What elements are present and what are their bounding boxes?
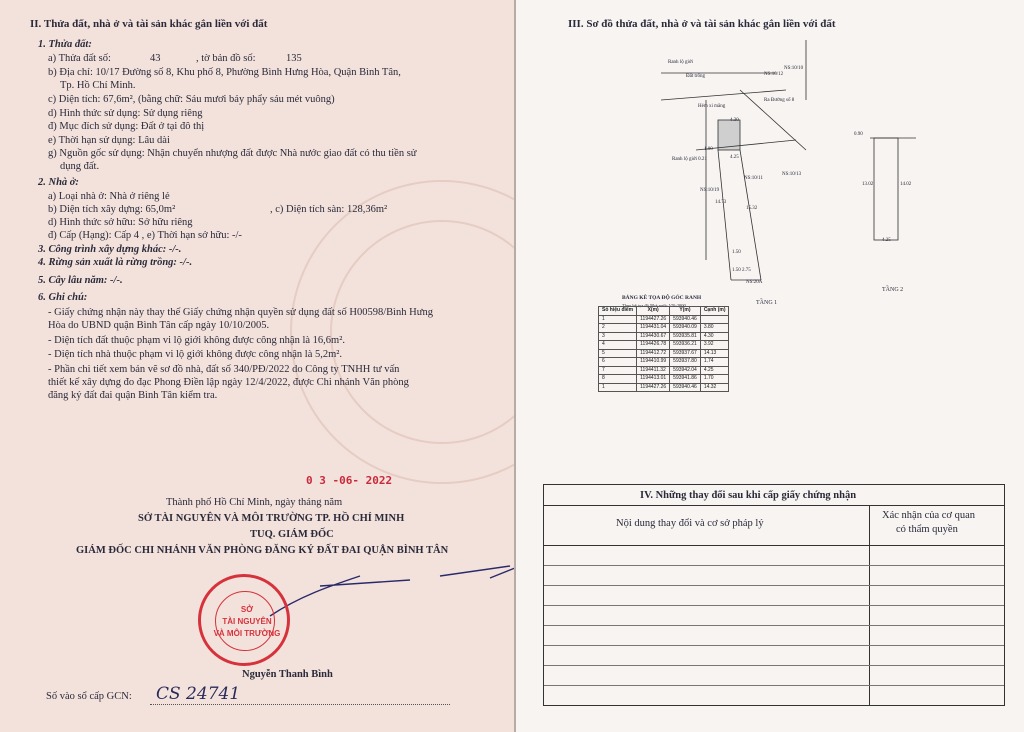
cell: 5 bbox=[599, 349, 637, 358]
house-type: a) Loại nhà ở: Nhà ở riêng lẻ bbox=[48, 191, 170, 202]
diagram-label: 4.25 bbox=[882, 238, 891, 243]
diagram-label: NS:10/10 bbox=[784, 66, 804, 71]
section-2-title: II. Thửa đất, nhà ở và tài sản khác gắn liền với đất bbox=[30, 18, 268, 30]
seal-text-top: SỞ bbox=[240, 605, 254, 614]
item-4: 4. Rừng sản xuất là rừng trồng: -/-. bbox=[38, 257, 193, 268]
cell: 8 bbox=[599, 375, 637, 384]
col-x: X(m) bbox=[637, 307, 670, 316]
seal-text-mid: TÀI NGUYÊN bbox=[222, 617, 272, 626]
cell: 1.70 bbox=[700, 375, 729, 384]
note-line: Hòa do UBND quận Bình Tân cấp ngày 10/10/2005. bbox=[48, 320, 270, 331]
diagram-label: Ra Đường số 8 bbox=[764, 98, 795, 103]
diagram-label: 1.00 bbox=[704, 147, 713, 152]
diagram-label: NS:10/12 bbox=[764, 72, 784, 77]
house-build-area: b) Diện tích xây dựng: 65,0m² bbox=[48, 204, 176, 215]
cell: 1194430.67 bbox=[637, 332, 670, 341]
table-row bbox=[599, 332, 729, 341]
note-line: - Giấy chứng nhận này thay thế Giấy chứng nhận quyền sử dụng đất số H00598/Bình Hưng bbox=[48, 307, 433, 318]
diagram-label: 0.90 bbox=[854, 132, 863, 137]
land-parcel-number: 43 bbox=[150, 53, 161, 64]
cell: 4.30 bbox=[700, 332, 729, 341]
note-line: đăng ký đất đai quận Bình Tân kiểm tra. bbox=[48, 390, 218, 401]
diagram-label: 1.50 bbox=[732, 250, 741, 255]
cell: 14.32 bbox=[700, 383, 729, 392]
cell: 1 bbox=[599, 315, 637, 324]
land-use-purpose: đ) Mục đích sử dụng: Đất ở tại đô thị bbox=[48, 121, 205, 132]
cell: 593936.21 bbox=[670, 341, 701, 350]
changes-col-confirm-b: có thẩm quyền bbox=[896, 524, 958, 535]
issue-date-stamp: 0 3 -06- 2022 bbox=[306, 474, 393, 487]
col-y: Y(m) bbox=[670, 307, 701, 316]
cell: 1.74 bbox=[700, 358, 729, 367]
table-row bbox=[599, 349, 729, 358]
diagram-label: 14.73 bbox=[715, 200, 727, 205]
cell: 593940.09 bbox=[670, 324, 701, 333]
cell bbox=[700, 315, 729, 324]
signer-name: Nguyễn Thanh Bình bbox=[242, 669, 333, 680]
cell: 6 bbox=[599, 358, 637, 367]
cell: 1194426.78 bbox=[637, 341, 670, 350]
diagram-label: Ranh lộ giới 0.21 bbox=[672, 157, 707, 162]
cell: 3.80 bbox=[700, 324, 729, 333]
changes-table bbox=[543, 484, 1005, 706]
office-name: SỞ TÀI NGUYÊN VÀ MÔI TRƯỜNG TP. HỒ CHÍ MINH bbox=[138, 513, 405, 524]
cell: 4 bbox=[599, 341, 637, 350]
table-row bbox=[599, 324, 729, 333]
changes-col-content: Nội dung thay đổi và cơ sở pháp lý bbox=[616, 518, 764, 529]
coord-table-title: BẢNG KÊ TỌA ĐỘ GÓC RANH bbox=[622, 295, 702, 301]
note-line: - Diện tích đất thuộc phạm vi lộ giới không được công nhận là 16,6m². bbox=[48, 335, 345, 346]
cell: 1194427.26 bbox=[637, 315, 670, 324]
tang-2-label: TẦNG 2 bbox=[882, 287, 904, 293]
office-deputy: TUQ. GIÁM ĐỐC bbox=[250, 529, 334, 540]
diagram-label: Ranh lộ giới bbox=[668, 60, 693, 65]
cell: 7 bbox=[599, 366, 637, 375]
land-address-line2: Tp. Hồ Chí Minh. bbox=[60, 80, 136, 91]
land-origin-line2: dụng đất. bbox=[60, 161, 100, 172]
table-row bbox=[599, 341, 729, 350]
cell: 593942.04 bbox=[670, 366, 701, 375]
diagram-label: 4.30 bbox=[730, 118, 739, 123]
section-3-title: III. Sơ đồ thửa đất, nhà ở và tài sản khác gắn liền với đất bbox=[568, 18, 836, 30]
diagram-label: NS:10/19 bbox=[700, 188, 720, 193]
coord-table-subtitle: Theo hệ tọa độ Nhà nước VN-2000 bbox=[622, 303, 686, 308]
diagram-label: 4.25 bbox=[730, 155, 739, 160]
land-map-label: , tờ bản đồ số: bbox=[196, 53, 256, 64]
cell: 3 bbox=[599, 332, 637, 341]
col-point: Số hiệu điểm bbox=[599, 307, 637, 316]
gcn-number: CS 24741 bbox=[156, 684, 241, 704]
table-row bbox=[599, 375, 729, 384]
official-red-seal bbox=[198, 574, 290, 666]
cell: 14.13 bbox=[700, 349, 729, 358]
notes-heading: 6. Ghi chú: bbox=[38, 292, 88, 303]
cell: 2 bbox=[599, 324, 637, 333]
house-heading: 2. Nhà ở: bbox=[38, 177, 79, 188]
table-row bbox=[599, 315, 729, 324]
changes-col-confirm-a: Xác nhận của cơ quan bbox=[882, 510, 976, 521]
land-origin-line1: g) Nguồn gốc sử dụng: Nhận chuyển nhượng đất được Nhà nước giao đất có thu tiền sử bbox=[48, 148, 417, 159]
note-line: - Phần chi tiết xem bản vẽ sơ đồ nhà, đất số 340/PĐ/2022 do Công ty TNHH tư vấn bbox=[48, 364, 400, 375]
gcn-underline bbox=[150, 704, 450, 705]
cell: 1194412.72 bbox=[637, 349, 670, 358]
cell: 1 bbox=[599, 383, 637, 392]
land-map-number: 135 bbox=[286, 53, 302, 64]
house-ownership: d) Hình thức sở hữu: Sở hữu riêng bbox=[48, 217, 193, 228]
land-heading: 1. Thửa đất: bbox=[38, 39, 92, 50]
diagram-label: Hẻm xi măng bbox=[698, 104, 726, 109]
diagram-label: NS:10/13 bbox=[782, 172, 802, 177]
table-header-row bbox=[599, 307, 729, 316]
cell: 593935.81 bbox=[670, 332, 701, 341]
diagram-label: 1.50 2.75 bbox=[732, 268, 751, 273]
diagram-label: NS:10/11 bbox=[744, 176, 763, 181]
seal-text-bottom: VÀ MÔI TRƯỜNG bbox=[213, 629, 281, 638]
cell: 593937.67 bbox=[670, 349, 701, 358]
land-address-line1: b) Địa chỉ: 10/17 Đường số 8, Khu phố 8, Phường Bình Hưng Hòa, Quận Bình Tân, bbox=[48, 67, 401, 78]
cell: 1194431.04 bbox=[637, 324, 670, 333]
table-row bbox=[599, 383, 729, 392]
note-line: - Diện tích nhà thuộc phạm vi lộ giới không được công nhận là 5,2m². bbox=[48, 349, 343, 360]
house-floor-area: , c) Diện tích sàn: 128,36m² bbox=[270, 204, 388, 215]
diagram-label: 13.02 bbox=[862, 182, 874, 187]
gcn-label: Số vào sổ cấp GCN: bbox=[46, 691, 132, 702]
item-3: 3. Công trình xây dựng khác: -/-. bbox=[38, 244, 182, 255]
cell: 1194410.99 bbox=[637, 358, 670, 367]
diagram-label: NS:20A bbox=[746, 280, 763, 285]
land-use-term: e) Thời hạn sử dụng: Lâu dài bbox=[48, 135, 170, 146]
changes-title: IV. Những thay đổi sau khi cấp giấy chứng nhận bbox=[640, 490, 857, 501]
diagram-label: 15.32 bbox=[746, 206, 758, 211]
table-row bbox=[599, 358, 729, 367]
col-edge: Cạnh (m) bbox=[700, 307, 729, 316]
land-use-form: d) Hình thức sử dụng: Sử dụng riêng bbox=[48, 108, 203, 119]
cell: 1194413.01 bbox=[637, 375, 670, 384]
land-a-label: a) Thửa đất số: bbox=[48, 53, 111, 64]
house-grade: đ) Cấp (Hạng): Cấp 4 , e) Thời hạn sở hữu: -/- bbox=[48, 230, 242, 241]
cell: 3.92 bbox=[700, 341, 729, 350]
office-director: GIÁM ĐỐC CHI NHÁNH VĂN PHÒNG ĐĂNG KÝ ĐẤT ĐAI QUẬN BÌNH TÂN bbox=[76, 545, 449, 556]
cell: 593940.46 bbox=[670, 315, 701, 324]
diagram-label: 14.02 bbox=[900, 182, 912, 187]
coordinate-table bbox=[598, 306, 729, 392]
cell: 593940.46 bbox=[670, 383, 701, 392]
table-row bbox=[599, 366, 729, 375]
signature-strokes bbox=[260, 556, 520, 636]
city-date-line: Thành phố Hồ Chí Minh, ngày tháng năm bbox=[166, 497, 343, 508]
diagram-label: Đất trống bbox=[686, 74, 706, 79]
cell: 593941.86 bbox=[670, 375, 701, 384]
land-area: c) Diện tích: 67,6m², (bằng chữ: Sáu mươi bảy phẩy sáu mét vuông) bbox=[48, 94, 335, 105]
note-line: thiết kế xây dựng đo đạc Phong Điền lập ngày 12/4/2022, được Chi nhánh Văn phòng bbox=[48, 377, 409, 388]
cell: 1194427.26 bbox=[637, 383, 670, 392]
cell: 593937.80 bbox=[670, 358, 701, 367]
cell: 1194411.32 bbox=[637, 366, 670, 375]
cell: 4.25 bbox=[700, 366, 729, 375]
item-5: 5. Cây lâu năm: -/-. bbox=[38, 275, 123, 286]
tang-1-label: TẦNG 1 bbox=[756, 300, 778, 306]
